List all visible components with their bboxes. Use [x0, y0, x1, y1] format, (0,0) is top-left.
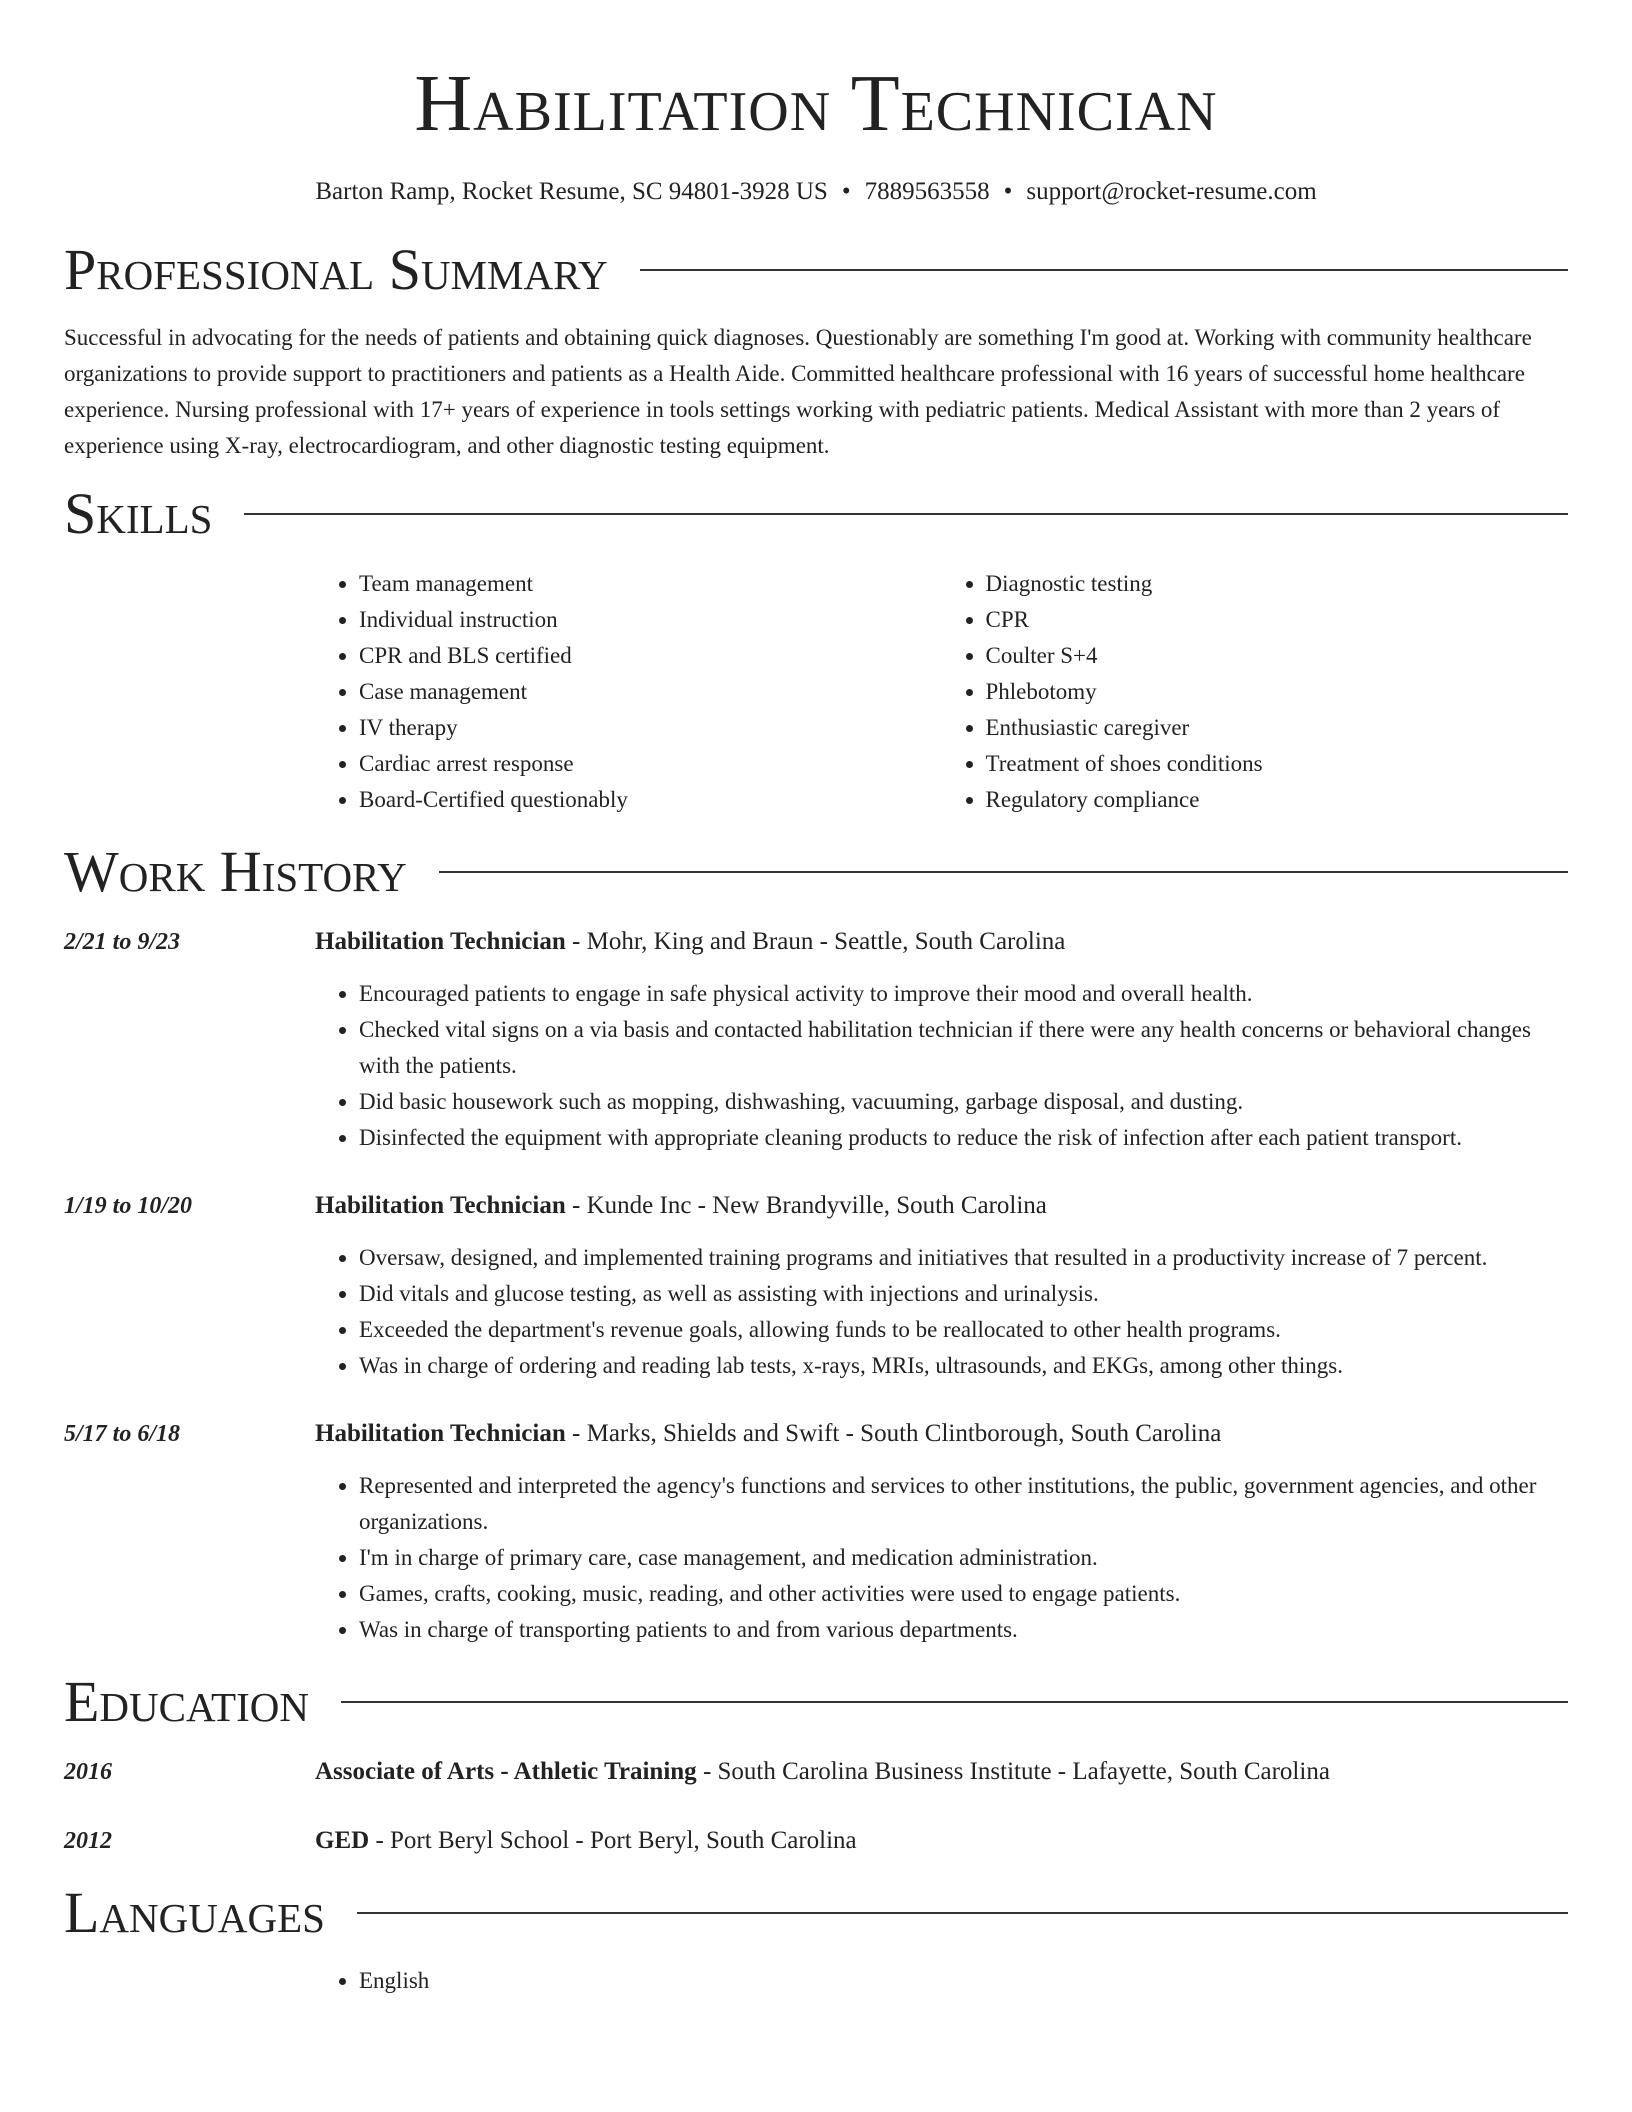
skill-item: • Cardiac arrest response [359, 746, 942, 782]
work-role-line [315, 1416, 1568, 1452]
work-bullet: • Exceeded the department's revenue goals, allowing funds to be reallocated to other health programs. [359, 1312, 1568, 1348]
languages-section-header [64, 1881, 1568, 1945]
education-line [315, 1754, 1568, 1790]
education-entry [64, 1754, 1568, 1790]
education-entry [64, 1823, 1568, 1859]
skills-column-left [315, 566, 942, 818]
skill-item: • CPR [986, 602, 1569, 638]
skills-column-right [942, 566, 1569, 818]
summary-text: Successful in advocating for the needs of patients and obtaining quick diagnoses. Questionably are something I'm good at. Working with community healthcare organizations to provide support to practitioners and patients as a Health Aide. Committed healthcare professional with 16 years of successful home healthcare experience. Nursing professional with 17+ years of experience in tools settings working with pediatric patients. Medical Assistant with more than 2 years of experience using X-ray, electrocardiogram, and other diagnostic testing equipment. [64, 325, 1532, 458]
work-role-line [315, 924, 1568, 960]
separator-dot: • [1003, 178, 1013, 205]
degree: Associate of Arts - Athletic Training [315, 1758, 697, 1785]
education-entry-body [315, 1754, 1568, 1790]
school-details: - South Carolina Business Institute - Lafayette, South Carolina [696, 1758, 1330, 1785]
work-entry-body [315, 1416, 1568, 1648]
separator-dot: • [841, 178, 851, 205]
work-dates: 5/17 to 6/18 [64, 1421, 181, 1447]
section-divider [439, 871, 1568, 873]
section-divider [244, 513, 1568, 515]
employer-details: - Marks, Shields and Swift - South Clintborough, South Carolina [565, 1420, 1222, 1447]
skill-item: • Regulatory compliance [986, 782, 1569, 818]
skill-item: • Team management [359, 566, 942, 602]
work-bullet: • Encouraged patients to engage in safe physical activity to improve their mood and overall health. [359, 976, 1568, 1012]
work-bullet: • Did vitals and glucose testing, as well as assisting with injections and urinalysis. [359, 1276, 1568, 1312]
skill-item: • Phlebotomy [986, 674, 1569, 710]
work-bullets [315, 1240, 1568, 1384]
skill-item: • Coulter S+4 [986, 638, 1569, 674]
employer-details: - Mohr, King and Braun - Seattle, South Carolina [565, 928, 1066, 955]
education-title: Education [64, 1669, 309, 1734]
summary-section-header [64, 238, 1568, 302]
skills-section-header [64, 482, 1568, 546]
education-entry-body [315, 1823, 1568, 1859]
work-section-header [64, 840, 1568, 904]
work-title: Work History [64, 839, 407, 904]
work-bullet: • Oversaw, designed, and implemented training programs and initiatives that resulted in a productivity increase of 7 percent. [359, 1240, 1568, 1276]
work-entry [64, 924, 1568, 1156]
work-bullet: • Games, crafts, cooking, music, reading, and other activities were used to engage patients. [359, 1576, 1568, 1612]
education-line [315, 1823, 1568, 1859]
languages-title: Languages [64, 1880, 325, 1945]
job-title: Habilitation Technician [315, 1192, 566, 1219]
skill-item: • Enthusiastic caregiver [986, 710, 1569, 746]
skill-item: • Board-Certified questionably [359, 782, 942, 818]
work-entry [64, 1188, 1568, 1384]
education-year: 2016 [64, 1759, 112, 1785]
work-entry-body [315, 924, 1568, 1156]
language-item: • English [359, 1963, 1568, 1999]
section-divider [341, 1701, 1568, 1703]
work-bullet: • Disinfected the equipment with appropriate cleaning products to reduce the risk of infection after each patient transport. [359, 1120, 1568, 1156]
skill-item: • Diagnostic testing [986, 566, 1569, 602]
work-bullet: • I'm in charge of primary care, case management, and medication administration. [359, 1540, 1568, 1576]
contact-line [64, 176, 1568, 208]
job-title: Habilitation Technician [315, 1420, 566, 1447]
skill-item: • CPR and BLS certified [359, 638, 942, 674]
skills-title: Skills [64, 481, 213, 546]
job-title: Habilitation Technician [315, 928, 566, 955]
work-role-line [315, 1188, 1568, 1224]
phone: 7889563558 [864, 178, 990, 205]
school-details: - Port Beryl School - Port Beryl, South Carolina [369, 1827, 857, 1854]
work-bullet: • Represented and interpreted the agency's functions and services to other institutions, the public, government agencies, and other organizations. [359, 1468, 1568, 1540]
section-divider [640, 269, 1568, 271]
work-bullet: • Was in charge of ordering and reading lab tests, x-rays, MRIs, ultrasounds, and EKGs, among other things. [359, 1348, 1568, 1384]
education-year: 2012 [64, 1828, 112, 1854]
languages-list [315, 1963, 1568, 1999]
work-entry [64, 1416, 1568, 1648]
work-bullet: • Was in charge of transporting patients to and from various departments. [359, 1612, 1568, 1648]
work-dates: 1/19 to 10/20 [64, 1193, 193, 1219]
email: support@rocket-resume.com [1026, 178, 1317, 205]
work-bullets [315, 976, 1568, 1156]
work-bullet: • Checked vital signs on a via basis and contacted habilitation technician if there were any health concerns or behavioral changes with the patients. [359, 1012, 1568, 1084]
skill-item: • IV therapy [359, 710, 942, 746]
work-entry-body [315, 1188, 1568, 1384]
summary-title: Professional Summary [64, 237, 608, 302]
skills-list [315, 566, 1568, 818]
address: Barton Ramp, Rocket Resume, SC 94801-3928 US [315, 178, 828, 205]
section-divider [357, 1912, 1568, 1914]
resume-name: Habilitation Technician [414, 60, 1218, 148]
employer-details: - Kunde Inc - New Brandyville, South Carolina [565, 1192, 1047, 1219]
skill-item: • Treatment of shoes conditions [986, 746, 1569, 782]
work-bullets [315, 1468, 1568, 1648]
education-section-header [64, 1670, 1568, 1734]
skill-item: • Case management [359, 674, 942, 710]
work-bullet: • Did basic housework such as mopping, dishwashing, vacuuming, garbage disposal, and dusting. [359, 1084, 1568, 1120]
skill-item: • Individual instruction [359, 602, 942, 638]
degree: GED [315, 1827, 370, 1854]
work-dates: 2/21 to 9/23 [64, 929, 181, 955]
